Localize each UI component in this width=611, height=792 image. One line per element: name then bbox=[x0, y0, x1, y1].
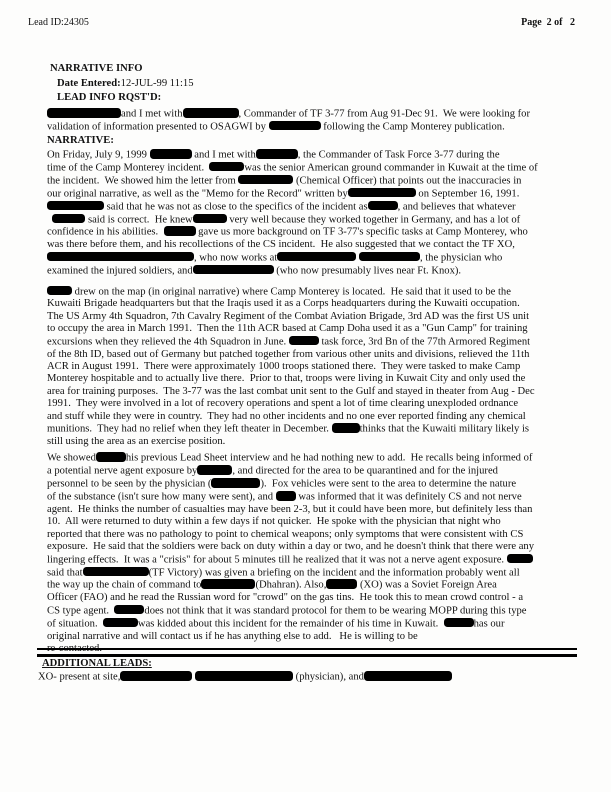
redaction-bar bbox=[326, 579, 357, 589]
text-line: of the substance (isn't sure how many were sent), and was informed that it was definitely CS and not nerve bbox=[47, 491, 522, 503]
section-divider-rule bbox=[37, 648, 577, 657]
redaction-bar bbox=[238, 175, 293, 185]
redaction-bar bbox=[364, 671, 452, 681]
redaction-bar bbox=[96, 452, 126, 462]
text-line: examined the injured soldiers, and (who now presumably lives near Ft. Knox). bbox=[47, 265, 462, 277]
text-line: exposure. He said that the soldiers were back on duty within a day or two, and he doesn't think that there were any bbox=[47, 541, 535, 553]
text-line: , who now works at , the physician who bbox=[47, 252, 577, 265]
text-line: said that (TF Victory) was given a briefing on the incident and the information probably went all bbox=[47, 567, 520, 578]
redaction-bar bbox=[201, 579, 255, 589]
text-line: agent. He thinks the number of casualties may have been 2-3, but it could have been more, but definitely less than bbox=[47, 503, 533, 515]
text-line: to occupy the area in March 1991. Then the 11th ACR based at Camp Doha used it as a "Gun Camp" for training bbox=[47, 323, 528, 335]
redaction-bar bbox=[47, 108, 121, 118]
redaction-bar bbox=[47, 286, 72, 296]
date-entered-label: Date Entered: bbox=[57, 78, 121, 89]
redaction-bar bbox=[183, 108, 239, 118]
narrative-heading: NARRATIVE: bbox=[47, 135, 114, 146]
additional-leads-heading: ADDITIONAL LEADS: bbox=[42, 658, 152, 669]
text-line: area for training purposes. The 3-77 was the last combat unit sent to the Gulf and stayed in theater from Aug - Dec bbox=[47, 385, 535, 397]
text-line: 10. All were returned to duty within a few days if not quicker. He spoke with the physician that night who bbox=[47, 516, 501, 528]
redaction-bar bbox=[368, 201, 398, 211]
date-entered-line bbox=[57, 78, 577, 90]
redaction-bar bbox=[269, 121, 321, 131]
text-line: validation of information presented to OSAGWI by following the Camp Monterey publication. bbox=[47, 121, 505, 133]
text-line: was there before them, and his recollections of the CS incident. He also suggested that we contact the TF XO, bbox=[47, 239, 515, 251]
redaction-bar bbox=[256, 149, 298, 159]
text-line: CS type agent. does not think that it was standard protocol for them to be wearing MOPP during this type bbox=[47, 605, 527, 617]
text-line: Officer (FAO) and he read the Russian word for "crowd" on the gas tins. He took this to mean crowd control - a bbox=[47, 592, 524, 604]
redaction-bar bbox=[277, 252, 356, 262]
redaction-bar bbox=[83, 567, 149, 577]
redaction-bar bbox=[150, 149, 192, 159]
text-line: said is correct. He knew very well because they worked together in Germany, and has a lot of bbox=[47, 214, 577, 227]
text-line: said that he was not as close to the specifics of the incident as , and believes that whatever bbox=[47, 201, 577, 214]
text-line: The US Army 4th Squadron, 7th Cavalry Regiment of the Combat Aviation Brigade, 3rd AD was the first US unit bbox=[47, 310, 530, 322]
redaction-bar bbox=[195, 671, 293, 681]
text-line: still using the area as an exercise position. bbox=[47, 435, 226, 447]
redaction-bar bbox=[193, 265, 274, 275]
text-line: a potential nerve agent exposure by , and directed for the area to be quarantined and for the injured bbox=[47, 465, 498, 477]
text-line: of the 8th ID, based out of Germany but patched together from various other units and divisions, relieved the 11th bbox=[47, 348, 530, 360]
text-line: 1991. They were involved in a lot of recovery operations and spent a lot of time clearing unexploded ordnance bbox=[47, 398, 519, 410]
redaction-bar bbox=[47, 201, 104, 211]
redaction-bar bbox=[289, 336, 319, 346]
text-line: Kuwaiti Brigade headquarters but that the Iraqis used it as a Corps headquarters during the Kuwaiti occupation. bbox=[47, 298, 520, 310]
redaction-bar bbox=[332, 423, 360, 433]
lead-info-paragraph bbox=[47, 108, 577, 134]
redaction-bar bbox=[209, 162, 244, 172]
text-line: our original narrative, as well as the "Memo for the Record" written by on September 16, 1991. bbox=[47, 188, 520, 200]
redaction-bar bbox=[114, 605, 144, 615]
text-line: personnel to be seen by the physician ( ). Fox vehicles were sent to the area to determine the nature bbox=[47, 478, 517, 490]
lead-id: Lead ID:24305 bbox=[28, 17, 89, 28]
redaction-bar bbox=[359, 252, 420, 262]
page-number: Page 2 of 2 bbox=[521, 17, 575, 28]
redaction-bar bbox=[120, 671, 192, 681]
text-line: munitions. They had no relief when they left theater in December. thinks that the Kuwaiti military likely is bbox=[47, 423, 530, 435]
text-line: re-contacted. bbox=[47, 642, 102, 654]
narrative-paragraph-1 bbox=[47, 149, 577, 278]
redaction-bar bbox=[52, 214, 85, 224]
text-line: of situation. was kidded about this incident for the remainder of his time in Kuwait. has our bbox=[47, 618, 505, 630]
redaction-bar bbox=[47, 252, 194, 262]
date-entered-value: 12-JUL-99 11:15 bbox=[120, 78, 194, 89]
redaction-bar bbox=[193, 214, 227, 224]
redaction-bar bbox=[197, 465, 232, 475]
redaction-bar bbox=[444, 618, 474, 628]
text-line: We showed his previous Lead Sheet interview and he had nothing new to add. He recalls being informed of bbox=[47, 452, 533, 464]
document-body bbox=[47, 63, 577, 655]
text-line: the way up the chain of command to (Dhahran). Also, (XO) was a Soviet Foreign Area bbox=[47, 579, 497, 591]
redaction-bar bbox=[348, 188, 416, 198]
text-line: drew on the map (in original narrative) where Camp Monterey is located. He said that it used to be the bbox=[47, 286, 577, 299]
text-line: reported that there was no pathology to point to chemical weapons; only symptoms that were consistent with CS bbox=[47, 528, 524, 540]
text-line: excursions when they relieved the 4th Squadron in June. task force, 3rd Bn of the 77th Armored Regiment bbox=[47, 336, 531, 348]
text-line: the incident. We showed him the letter from (Chemical Officer) that points out the inaccuracies in bbox=[47, 175, 522, 187]
redaction-bar bbox=[211, 478, 260, 488]
text-line: XO- present at site, (physician), and bbox=[38, 671, 583, 684]
text-line: ACR in August 1991. There were approximately 1000 troops stationed there. They were tasked to make Camp bbox=[47, 361, 521, 372]
text-line: and stuff while they were in country. They had no other incidents and no one ever reported finding any chemical bbox=[47, 410, 526, 422]
redaction-bar bbox=[276, 491, 296, 501]
narrative-info-heading: NARRATIVE INFO bbox=[50, 63, 143, 74]
text-line: original narrative and will contact us if he has anything else to add. He is willing to be bbox=[47, 630, 418, 642]
text-line: and I met with , Commander of TF 3-77 from Aug 91-Dec 91. We were looking for bbox=[47, 108, 577, 121]
text-line: Monterey hospitable and to actually live there. Prior to that, troops were living in Kuwait City and only used the bbox=[47, 373, 526, 385]
text-line: lingering effects. It was a "crisis" for about 5 minutes till he realized that it was not a nerve agent exposure. bbox=[47, 554, 577, 567]
lead-info-heading: LEAD INFO RQST'D: bbox=[57, 92, 162, 103]
text-line: time of the Camp Monterey incident. was the senior American ground commander in Kuwait at the time of bbox=[47, 162, 538, 174]
redaction-bar bbox=[103, 618, 138, 628]
redaction-bar bbox=[164, 226, 196, 236]
text-line: On Friday, July 9, 1999 and I met with , the Commander of Task Force 3-77 during the bbox=[47, 149, 500, 161]
text-line: confidence in his abilities. gave us more background on TF 3-77's specific tasks at Camp Monterey, who bbox=[47, 226, 528, 238]
narrative-paragraph-2 bbox=[47, 286, 577, 449]
page-header bbox=[28, 17, 575, 29]
narrative-paragraph-3 bbox=[47, 452, 577, 655]
redaction-bar bbox=[507, 554, 533, 564]
additional-leads-paragraph bbox=[38, 671, 583, 684]
